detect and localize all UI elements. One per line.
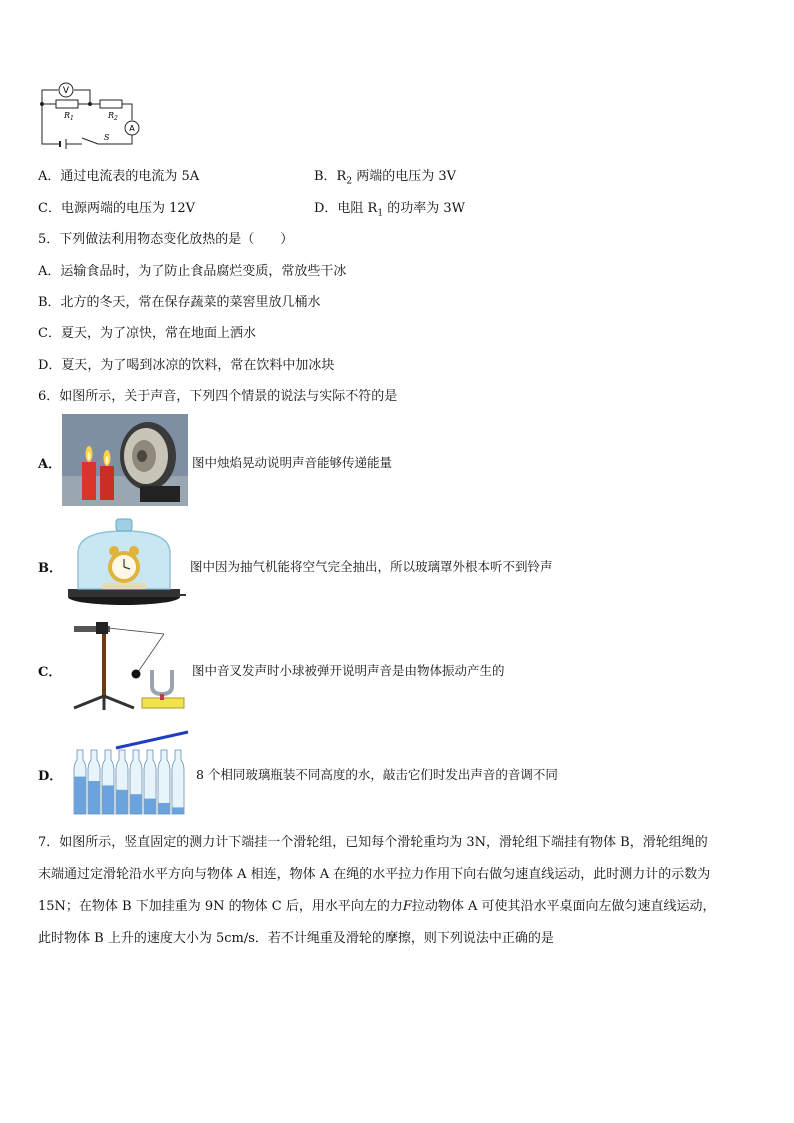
q6-option-a-label[interactable]: A．	[38, 457, 62, 472]
q6-option-a-text: 图中烛焰晃动说明声音能够传递能量	[192, 455, 393, 470]
q4-option-d[interactable]	[314, 197, 465, 219]
switch-label: S	[104, 133, 110, 142]
r2-label: $R_2$	[108, 111, 118, 122]
q4-option-b-pre: B．R	[314, 169, 347, 184]
q4-option-c[interactable]: C．电源两端的电压为 12V	[38, 201, 196, 216]
q7-line-3	[38, 895, 716, 914]
q4-option-b-post: 两端的电压为 3V	[352, 169, 457, 184]
q7-line-2: 末端通过定滑轮沿水平方向与物体 A 相连，物体 A 在绳的水平拉力作用下向右做匀速直线运动，此时测力计的示数为	[38, 867, 711, 882]
q7-line-1: 7．如图所示，竖直固定的测力计下端挂一个滑轮组，已知每个滑轮重均为 3N，滑轮组下端挂有物体 B，滑轮组绳的	[38, 835, 708, 850]
q4-option-b[interactable]	[314, 165, 456, 187]
q4-option-d-post: 的功率为 3W	[383, 201, 465, 216]
tuning-fork-image	[64, 620, 188, 716]
glass-bottle	[172, 750, 184, 814]
q7-line-4: 此时物体 B 上升的速度大小为 5cm/s．若不计绳重及滑轮的摩擦，则下列说法中正确的是	[38, 931, 554, 946]
bottle-water	[117, 790, 128, 814]
q4-option-a[interactable]: A．通过电流表的电流为 5A	[38, 169, 200, 184]
q5-option-d[interactable]: D．夏天，为了喝到冰凉的饮料，常在饮料中加冰块	[38, 358, 335, 373]
q6-option-c-label[interactable]: C．	[38, 665, 62, 680]
q4-option-b-sub: 2	[346, 176, 353, 187]
bottle-water	[145, 799, 156, 814]
ammeter-label: A	[129, 124, 135, 133]
q7-line-3-pre: 15N；在物体 B 下加挂重为 9N 的物体 C 后，用水平向左的力	[38, 899, 403, 914]
q6-option-b-text: 图中因为抽气机能将空气完全抽出，所以玻璃罩外根本听不到铃声	[190, 559, 553, 574]
bottle-water	[173, 807, 184, 814]
bottle-water	[89, 781, 100, 814]
q6-stem: 6．如图所示，关于声音，下列四个情景的说法与实际不符的是	[38, 389, 398, 404]
candle-speaker-image	[62, 414, 188, 506]
q6-option-b-label[interactable]: B．	[38, 561, 62, 576]
voltmeter-label: V	[62, 86, 70, 96]
glass-bottles-image	[70, 730, 190, 820]
q7-force-symbol: F	[402, 899, 412, 914]
q4-option-d-pre: D．电阻 R	[314, 201, 378, 216]
r1-label: $R_1$	[64, 111, 74, 122]
circuit-diagram	[38, 80, 150, 150]
bottle-water	[75, 777, 86, 814]
q5-option-b[interactable]: B．北方的冬天，常在保存蔬菜的菜窖里放几桶水	[38, 295, 321, 310]
bottle-water	[131, 794, 142, 814]
bottle-water	[159, 803, 170, 814]
q4-option-d-sub: 1	[377, 208, 384, 219]
bottle-water	[103, 785, 114, 814]
q6-option-d-label[interactable]: D．	[38, 769, 63, 784]
q6-option-d-text: 8 个相同玻璃瓶装不同高度的水，敲击它们时发出声音的音调不同	[196, 767, 558, 782]
q7-line-3-post: 拉动物体 A 可使其沿水平桌面向左做匀速直线运动，	[411, 899, 716, 914]
q6-option-c-text: 图中音叉发声时小球被弹开说明声音是由物体振动产生的	[192, 663, 505, 678]
q5-option-a[interactable]: A．运输食品时，为了防止食品腐烂变质，常放些干冰	[38, 264, 347, 279]
bell-jar-image	[64, 517, 188, 609]
q5-option-c[interactable]: C．夏天，为了凉快，常在地面上洒水	[38, 326, 256, 341]
q5-stem: 5．下列做法利用物态变化放热的是（ ）	[38, 232, 294, 247]
